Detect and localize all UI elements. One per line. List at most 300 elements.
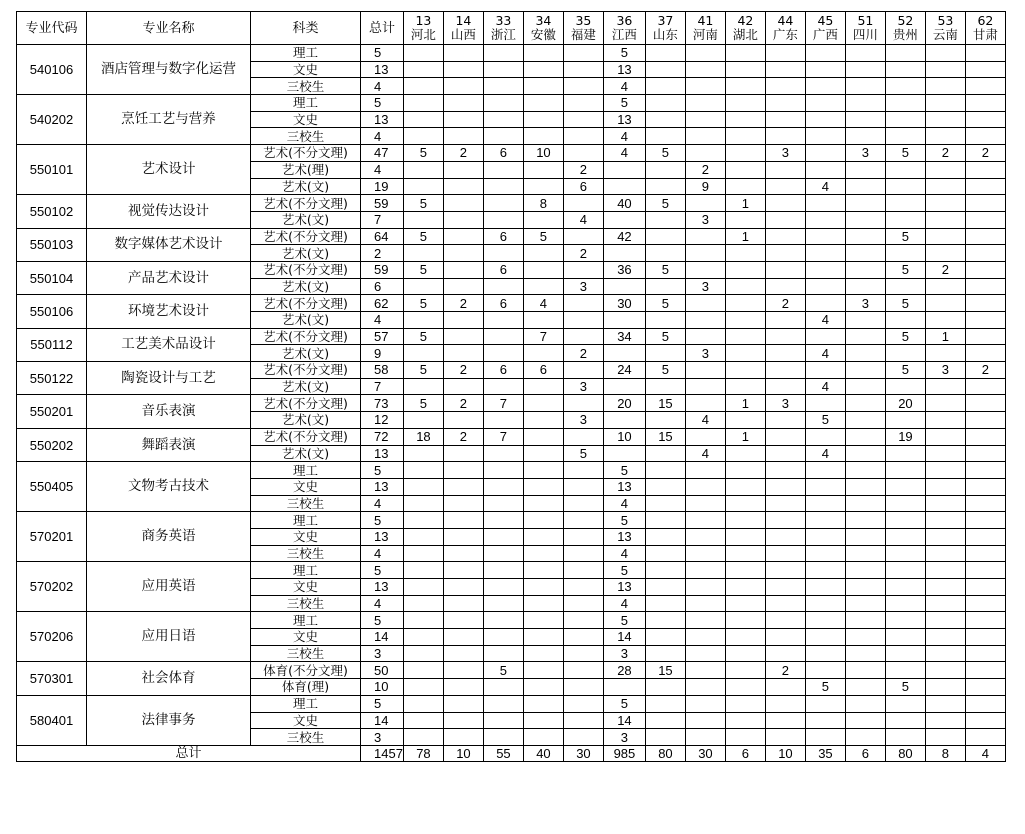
quota-cell <box>845 545 885 562</box>
province-code: 13 <box>415 13 432 28</box>
quota-cell <box>645 512 685 529</box>
quota-cell <box>443 412 483 429</box>
quota-cell <box>483 195 523 212</box>
quota-cell <box>765 412 805 429</box>
category-cell: 三校生 <box>251 595 361 612</box>
quota-cell: 24 <box>603 362 645 379</box>
quota-cell <box>563 679 603 696</box>
quota-cell: 4 <box>685 412 725 429</box>
major-name: 社会体育 <box>87 662 251 695</box>
quota-cell <box>885 562 925 579</box>
quota-cell <box>725 95 765 112</box>
quota-cell: 20 <box>603 395 645 412</box>
quota-cell: 5 <box>603 512 645 529</box>
quota-cell <box>443 695 483 712</box>
quota-cell <box>765 562 805 579</box>
quota-cell <box>403 111 443 128</box>
quota-cell <box>725 261 765 278</box>
quota-cell: 2 <box>765 295 805 312</box>
quota-cell <box>925 128 965 145</box>
major-name: 艺术设计 <box>87 145 251 195</box>
summary-cell: 6 <box>845 745 885 761</box>
quota-cell <box>685 195 725 212</box>
quota-cell <box>523 462 563 479</box>
quota-cell <box>965 695 1005 712</box>
quota-cell <box>845 412 885 429</box>
major-code: 550112 <box>17 328 87 361</box>
quota-cell <box>965 629 1005 646</box>
quota-cell <box>845 495 885 512</box>
quota-cell <box>443 128 483 145</box>
quota-cell <box>483 61 523 78</box>
quota-cell: 5 <box>403 195 443 212</box>
row-total-cell: 4 <box>361 545 404 562</box>
quota-cell <box>443 178 483 195</box>
row-total-cell: 5 <box>361 612 404 629</box>
quota-cell <box>523 211 563 228</box>
quota-cell <box>443 195 483 212</box>
quota-cell: 13 <box>603 528 645 545</box>
summary-cell: 80 <box>885 745 925 761</box>
quota-cell <box>805 512 845 529</box>
quota-cell <box>685 312 725 329</box>
quota-cell <box>925 545 965 562</box>
quota-cell <box>645 645 685 662</box>
quota-cell <box>765 128 805 145</box>
quota-cell <box>885 345 925 362</box>
row-total-cell: 3 <box>361 729 404 746</box>
quota-cell <box>403 695 443 712</box>
major-name: 产品艺术设计 <box>87 261 251 294</box>
quota-cell <box>523 645 563 662</box>
quota-cell <box>765 645 805 662</box>
quota-cell: 7 <box>523 328 563 345</box>
category-cell: 艺术(不分文理) <box>251 195 361 212</box>
row-total-cell: 13 <box>361 61 404 78</box>
quota-cell <box>443 245 483 262</box>
quota-cell <box>925 245 965 262</box>
quota-cell: 2 <box>443 428 483 445</box>
quota-cell <box>563 261 603 278</box>
quota-cell <box>645 178 685 195</box>
quota-cell <box>725 145 765 162</box>
province-name: 贵州 <box>892 27 918 42</box>
quota-cell <box>925 412 965 429</box>
quota-cell <box>925 645 965 662</box>
category-cell: 理工 <box>251 512 361 529</box>
category-cell: 艺术(文) <box>251 312 361 329</box>
quota-cell <box>805 61 845 78</box>
quota-cell <box>563 645 603 662</box>
quota-cell: 5 <box>645 328 685 345</box>
quota-cell <box>563 328 603 345</box>
quota-cell: 5 <box>603 95 645 112</box>
quota-cell <box>965 95 1005 112</box>
quota-cell: 3 <box>925 362 965 379</box>
quota-cell <box>805 211 845 228</box>
quota-cell <box>443 61 483 78</box>
category-cell: 理工 <box>251 95 361 112</box>
quota-cell <box>483 328 523 345</box>
quota-cell <box>765 362 805 379</box>
quota-cell: 2 <box>965 145 1005 162</box>
quota-cell: 13 <box>603 111 645 128</box>
quota-cell <box>523 612 563 629</box>
major-code: 540106 <box>17 45 87 95</box>
quota-cell <box>965 412 1005 429</box>
quota-cell <box>965 395 1005 412</box>
major-code: 550102 <box>17 195 87 228</box>
quota-cell <box>483 245 523 262</box>
quota-cell <box>563 462 603 479</box>
quota-cell <box>685 295 725 312</box>
province-code: 36 <box>616 13 633 28</box>
quota-cell <box>443 228 483 245</box>
major-code: 550104 <box>17 261 87 294</box>
quota-cell <box>443 462 483 479</box>
quota-cell <box>965 428 1005 445</box>
quota-cell <box>965 228 1005 245</box>
quota-cell <box>403 178 443 195</box>
quota-cell: 3 <box>845 295 885 312</box>
quota-cell: 5 <box>603 462 645 479</box>
quota-cell <box>685 679 725 696</box>
quota-cell: 5 <box>885 328 925 345</box>
quota-cell <box>523 478 563 495</box>
quota-cell <box>483 679 523 696</box>
quota-cell <box>685 528 725 545</box>
quota-cell <box>885 278 925 295</box>
province-header <box>765 12 805 45</box>
quota-cell <box>765 312 805 329</box>
quota-cell <box>523 695 563 712</box>
row-total-cell: 64 <box>361 228 404 245</box>
quota-cell <box>563 145 603 162</box>
row-total-cell: 13 <box>361 579 404 596</box>
quota-cell <box>845 512 885 529</box>
quota-cell <box>965 445 1005 462</box>
quota-cell <box>845 378 885 395</box>
quota-cell <box>523 629 563 646</box>
quota-cell <box>765 278 805 295</box>
quota-cell <box>483 579 523 596</box>
quota-cell <box>645 412 685 429</box>
quota-cell <box>483 645 523 662</box>
quota-cell <box>443 278 483 295</box>
quota-cell <box>523 528 563 545</box>
quota-cell <box>483 211 523 228</box>
province-code: 51 <box>857 13 874 28</box>
quota-cell <box>845 712 885 729</box>
quota-cell <box>725 562 765 579</box>
quota-cell <box>403 645 443 662</box>
major-code: 580401 <box>17 695 87 745</box>
province-name: 山西 <box>450 27 476 42</box>
quota-cell <box>685 612 725 629</box>
quota-cell <box>563 729 603 746</box>
quota-cell <box>805 528 845 545</box>
quota-cell <box>523 78 563 95</box>
row-total-cell: 13 <box>361 111 404 128</box>
summary-cell: 80 <box>645 745 685 761</box>
quota-cell <box>765 478 805 495</box>
quota-cell <box>603 378 645 395</box>
quota-cell <box>725 412 765 429</box>
quota-cell <box>443 78 483 95</box>
quota-cell <box>765 211 805 228</box>
row-total-cell: 50 <box>361 662 404 679</box>
quota-cell <box>885 195 925 212</box>
quota-cell: 4 <box>805 445 845 462</box>
quota-cell: 4 <box>603 128 645 145</box>
quota-cell <box>805 712 845 729</box>
quota-cell <box>443 629 483 646</box>
summary-cell: 30 <box>685 745 725 761</box>
row-total-cell: 2 <box>361 245 404 262</box>
quota-cell <box>765 245 805 262</box>
row-total-cell: 62 <box>361 295 404 312</box>
quota-cell <box>563 612 603 629</box>
major-code: 550405 <box>17 462 87 512</box>
quota-cell <box>563 695 603 712</box>
quota-cell <box>645 228 685 245</box>
row-total-cell: 4 <box>361 78 404 95</box>
province-code: 34 <box>535 13 552 28</box>
quota-cell <box>403 595 443 612</box>
quota-cell: 4 <box>603 145 645 162</box>
category-cell: 体育(理) <box>251 679 361 696</box>
quota-cell <box>885 512 925 529</box>
header-row <box>17 12 1006 45</box>
quota-cell <box>603 679 645 696</box>
quota-cell <box>925 512 965 529</box>
quota-cell <box>403 312 443 329</box>
quota-cell: 3 <box>685 211 725 228</box>
quota-cell <box>645 378 685 395</box>
quota-cell <box>645 128 685 145</box>
quota-cell <box>965 528 1005 545</box>
quota-cell <box>403 78 443 95</box>
quota-cell <box>805 328 845 345</box>
quota-cell <box>563 78 603 95</box>
quota-cell <box>885 161 925 178</box>
quota-cell: 1 <box>925 328 965 345</box>
quota-cell <box>603 445 645 462</box>
quota-cell: 5 <box>885 362 925 379</box>
province-header <box>523 12 563 45</box>
header-major-name: 专业名称 <box>87 12 251 45</box>
quota-cell <box>925 312 965 329</box>
category-cell: 艺术(文) <box>251 178 361 195</box>
quota-cell <box>925 528 965 545</box>
province-name: 湖北 <box>732 27 758 42</box>
quota-cell <box>685 378 725 395</box>
quota-cell <box>845 278 885 295</box>
quota-cell <box>645 528 685 545</box>
quota-cell <box>845 729 885 746</box>
quota-cell <box>925 712 965 729</box>
quota-cell <box>925 345 965 362</box>
quota-cell <box>443 345 483 362</box>
row-total-cell: 4 <box>361 312 404 329</box>
quota-cell <box>603 345 645 362</box>
quota-cell: 13 <box>603 61 645 78</box>
quota-cell <box>645 278 685 295</box>
quota-cell <box>685 545 725 562</box>
quota-cell: 14 <box>603 712 645 729</box>
province-code: 42 <box>737 13 754 28</box>
province-code: 62 <box>977 13 994 28</box>
quota-cell <box>523 595 563 612</box>
quota-cell <box>523 61 563 78</box>
quota-cell <box>523 412 563 429</box>
quota-cell <box>845 178 885 195</box>
quota-cell <box>725 712 765 729</box>
quota-cell <box>885 662 925 679</box>
row-total-cell: 13 <box>361 528 404 545</box>
quota-cell <box>403 612 443 629</box>
quota-cell <box>885 211 925 228</box>
major-name: 烹饪工艺与营养 <box>87 95 251 145</box>
quota-cell: 5 <box>805 412 845 429</box>
category-cell: 艺术(不分文理) <box>251 145 361 162</box>
quota-cell <box>645 679 685 696</box>
quota-cell <box>845 679 885 696</box>
category-cell: 艺术(不分文理) <box>251 362 361 379</box>
quota-cell <box>685 45 725 62</box>
quota-cell <box>885 178 925 195</box>
quota-cell <box>925 178 965 195</box>
quota-cell <box>925 695 965 712</box>
table-row <box>17 662 1006 679</box>
quota-cell <box>765 595 805 612</box>
quota-cell <box>685 61 725 78</box>
quota-cell <box>765 178 805 195</box>
category-cell: 艺术(不分文理) <box>251 261 361 278</box>
row-total-cell: 13 <box>361 478 404 495</box>
quota-cell <box>885 61 925 78</box>
quota-cell <box>725 478 765 495</box>
quota-cell: 2 <box>685 161 725 178</box>
quota-cell <box>645 712 685 729</box>
major-name: 应用英语 <box>87 562 251 612</box>
quota-cell <box>725 378 765 395</box>
quota-cell: 2 <box>765 662 805 679</box>
summary-cell: 40 <box>523 745 563 761</box>
quota-cell <box>645 462 685 479</box>
quota-cell: 5 <box>483 662 523 679</box>
quota-cell <box>965 579 1005 596</box>
quota-cell <box>885 95 925 112</box>
quota-cell <box>563 428 603 445</box>
quota-cell <box>885 528 925 545</box>
row-total-cell: 9 <box>361 345 404 362</box>
quota-cell <box>685 362 725 379</box>
quota-cell <box>483 161 523 178</box>
quota-cell: 5 <box>645 195 685 212</box>
major-code: 550101 <box>17 145 87 195</box>
quota-cell: 5 <box>523 228 563 245</box>
quota-cell: 4 <box>685 445 725 462</box>
row-total-cell: 3 <box>361 645 404 662</box>
quota-cell <box>925 161 965 178</box>
major-name: 数字媒体艺术设计 <box>87 228 251 261</box>
quota-cell <box>603 412 645 429</box>
quota-cell: 34 <box>603 328 645 345</box>
category-cell: 三校生 <box>251 128 361 145</box>
table-row <box>17 261 1006 278</box>
quota-cell <box>645 478 685 495</box>
major-name: 法律事务 <box>87 695 251 745</box>
row-total-cell: 5 <box>361 95 404 112</box>
quota-cell <box>563 495 603 512</box>
quota-cell <box>563 95 603 112</box>
quota-cell: 5 <box>645 145 685 162</box>
quota-cell <box>403 512 443 529</box>
category-cell: 艺术(不分文理) <box>251 228 361 245</box>
quota-cell <box>685 78 725 95</box>
quota-cell <box>523 95 563 112</box>
row-total-cell: 7 <box>361 211 404 228</box>
row-total-cell: 14 <box>361 629 404 646</box>
quota-cell <box>885 629 925 646</box>
quota-cell <box>925 595 965 612</box>
quota-cell <box>765 261 805 278</box>
major-name: 工艺美术品设计 <box>87 328 251 361</box>
quota-cell <box>443 612 483 629</box>
quota-cell <box>523 562 563 579</box>
quota-cell <box>645 78 685 95</box>
quota-cell <box>483 45 523 62</box>
quota-cell <box>645 211 685 228</box>
summary-label: 总计 <box>17 745 361 761</box>
quota-cell: 5 <box>603 695 645 712</box>
quota-cell: 4 <box>603 595 645 612</box>
summary-total: 1457 <box>361 745 404 761</box>
quota-cell: 13 <box>603 579 645 596</box>
quota-cell: 5 <box>403 295 443 312</box>
province-name: 四川 <box>852 27 878 42</box>
quota-cell <box>403 128 443 145</box>
quota-cell <box>483 562 523 579</box>
quota-cell <box>523 261 563 278</box>
quota-cell <box>645 245 685 262</box>
quota-cell <box>805 595 845 612</box>
quota-cell <box>965 495 1005 512</box>
quota-cell: 4 <box>805 378 845 395</box>
summary-cell: 35 <box>805 745 845 761</box>
quota-cell <box>925 662 965 679</box>
quota-cell <box>805 695 845 712</box>
quota-cell <box>685 395 725 412</box>
table-row <box>17 428 1006 445</box>
row-total-cell: 47 <box>361 145 404 162</box>
quota-cell: 5 <box>885 295 925 312</box>
quota-cell <box>885 612 925 629</box>
quota-cell <box>483 512 523 529</box>
quota-cell <box>523 545 563 562</box>
quota-cell <box>563 295 603 312</box>
quota-cell: 5 <box>403 395 443 412</box>
quota-cell <box>443 562 483 579</box>
quota-cell <box>563 629 603 646</box>
quota-cell <box>523 662 563 679</box>
quota-cell: 2 <box>563 345 603 362</box>
province-name: 浙江 <box>490 27 516 42</box>
quota-cell <box>845 445 885 462</box>
quota-cell <box>443 312 483 329</box>
quota-cell <box>443 679 483 696</box>
